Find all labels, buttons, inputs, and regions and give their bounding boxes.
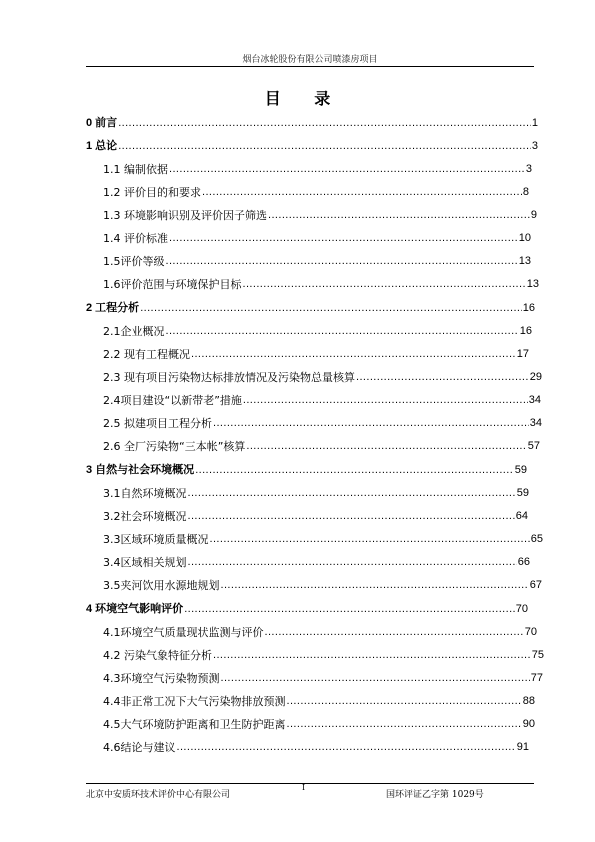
toc-leader xyxy=(243,278,526,291)
toc-leader xyxy=(177,741,516,754)
toc-entry-page: 88 xyxy=(522,695,535,707)
toc-entry-page: 70 xyxy=(515,603,528,615)
toc-entry-page: 10 xyxy=(518,232,531,244)
toc-leader xyxy=(191,348,516,361)
toc-entry[interactable] xyxy=(86,463,527,477)
toc-entry-page: 3 xyxy=(525,163,532,175)
toc-entry-page: 90 xyxy=(522,718,535,730)
toc-entry[interactable] xyxy=(103,393,541,407)
toc-entry-page: 91 xyxy=(516,741,529,753)
toc-leader xyxy=(221,672,530,685)
toc-entry-label: 3.4区域相关规划 xyxy=(103,556,187,569)
toc-entry-page: 13 xyxy=(518,255,531,267)
toc-entry-label: 2.5 拟建项目工程分析 xyxy=(103,417,212,430)
toc-leader xyxy=(213,417,529,430)
toc-entry[interactable] xyxy=(86,301,535,315)
toc-entry[interactable] xyxy=(103,740,529,754)
toc-entry[interactable] xyxy=(103,208,537,222)
toc-entry-label: 1.6评价范围与环境保护目标 xyxy=(103,278,242,291)
toc-entry-page: 9 xyxy=(530,209,537,221)
toc-leader xyxy=(246,440,526,453)
toc-leader xyxy=(287,718,522,731)
toc-entry-label: 4.3环境空气污染物预测 xyxy=(103,672,220,685)
toc-leader xyxy=(210,533,530,546)
toc-entry[interactable] xyxy=(103,578,542,592)
toc-entry-label: 1.3 环境影响识别及评价因子筛选 xyxy=(103,209,267,222)
toc-leader xyxy=(202,186,522,199)
toc-entry-label: 1.1 编制依据 xyxy=(103,163,168,176)
toc-leader xyxy=(169,232,518,245)
toc-entry[interactable] xyxy=(103,486,529,500)
toc-entry-page: 1 xyxy=(531,117,538,129)
toc-entry[interactable] xyxy=(103,509,528,523)
toc-entry[interactable] xyxy=(103,439,540,453)
toc-entry[interactable] xyxy=(103,555,530,569)
footer-organization: 北京中安质环技术评价中心有限公司 xyxy=(86,790,231,800)
toc-entry[interactable] xyxy=(86,116,538,130)
toc-entry-page: 70 xyxy=(524,626,537,638)
toc-entry-page: 77 xyxy=(530,672,543,684)
toc-entry-label: 4 环境空气影响评价 xyxy=(86,603,184,615)
toc-entry-label: 2.1企业概况 xyxy=(103,325,165,338)
toc-entry[interactable] xyxy=(103,671,543,685)
toc-entry-label: 4.6结论与建议 xyxy=(103,741,176,754)
toc-leader xyxy=(188,510,515,523)
toc-entry-page: 8 xyxy=(522,186,529,198)
toc-entry-page: 34 xyxy=(529,417,542,429)
toc-entry[interactable] xyxy=(103,717,535,731)
toc-leader xyxy=(169,163,525,176)
toc-entry-page: 16 xyxy=(519,325,532,337)
footer-rule xyxy=(86,783,534,784)
toc-leader xyxy=(166,325,519,338)
toc-entry-label: 3.1自然环境概况 xyxy=(103,487,187,500)
toc-entry[interactable] xyxy=(103,625,537,639)
toc-entry-page: 13 xyxy=(526,278,539,290)
toc-entry-label: 1 总论 xyxy=(86,140,118,152)
toc-leader xyxy=(195,464,514,477)
toc-entry-page: 67 xyxy=(529,579,542,591)
toc-entry-page: 66 xyxy=(517,556,530,568)
toc-title: 目 录 xyxy=(264,89,345,108)
footer-certificate: 国环评证乙字第 1029号 xyxy=(386,790,484,800)
toc-entry[interactable] xyxy=(103,162,532,176)
toc-entry-label: 3.3区域环境质量概况 xyxy=(103,533,209,546)
toc-leader xyxy=(184,603,515,616)
toc-entry-label: 2 工程分析 xyxy=(86,302,140,314)
toc-entry-label: 1.2 评价目的和要求 xyxy=(103,186,201,199)
toc-entry-page: 59 xyxy=(514,464,527,476)
toc-entry[interactable] xyxy=(86,139,538,153)
toc-leader xyxy=(166,255,518,268)
toc-entry[interactable] xyxy=(103,694,535,708)
toc-leader xyxy=(118,117,531,130)
toc-entry-label: 4.2 污染气象特征分析 xyxy=(103,649,212,662)
toc-entry[interactable] xyxy=(103,324,532,338)
toc-entry-page: 75 xyxy=(531,649,544,661)
toc-entry-label: 2.3 现有项目污染物达标排放情况及污染物总量核算 xyxy=(103,371,355,384)
toc-leader xyxy=(268,209,530,222)
toc-entry[interactable] xyxy=(86,602,528,616)
toc-leader xyxy=(140,302,522,315)
toc-entry-label: 2.2 现有工程概况 xyxy=(103,348,190,361)
toc-leader xyxy=(213,649,531,662)
toc-entry-page: 16 xyxy=(522,302,535,314)
toc-entry-label: 3.5夹河饮用水源地规划 xyxy=(103,579,220,592)
toc-entry-page: 34 xyxy=(528,394,541,406)
toc-entry[interactable] xyxy=(103,648,544,662)
toc-entry[interactable] xyxy=(103,185,529,199)
toc-leader xyxy=(243,394,528,407)
toc-entry-label: 1.5评价等级 xyxy=(103,255,165,268)
toc-entry[interactable] xyxy=(103,532,543,546)
toc-leader xyxy=(188,556,517,569)
toc-entry-page: 57 xyxy=(527,440,540,452)
toc-leader xyxy=(118,140,531,153)
toc-leader xyxy=(221,579,529,592)
page-header: 烟台冰轮股份有限公司喷漆房项目 xyxy=(242,55,378,65)
toc-entry-page: 64 xyxy=(515,510,528,522)
toc-entry-label: 0 前言 xyxy=(86,117,118,129)
toc-entry-page: 3 xyxy=(531,140,538,152)
footer-page-number: I xyxy=(302,783,306,792)
toc-entry-label: 1.4 评价标准 xyxy=(103,232,168,245)
toc-entry-label: 4.4非正常工况下大气污染物排放预测 xyxy=(103,695,286,708)
toc-entry-label: 4.1环境空气质量现状监测与评价 xyxy=(103,626,264,639)
toc-entry-page: 29 xyxy=(529,371,542,383)
toc-entry[interactable] xyxy=(103,416,542,430)
toc-entry-label: 2.6 全厂污染物“三本帐”核算 xyxy=(103,440,246,453)
toc-entry-label: 3.2社会环境概况 xyxy=(103,510,187,523)
toc-entry[interactable] xyxy=(103,277,539,291)
toc-entry-label: 2.4项目建设“以新带老”措施 xyxy=(103,394,242,407)
toc-entry-page: 65 xyxy=(530,533,543,545)
toc-entry[interactable] xyxy=(103,231,531,245)
toc-leader xyxy=(188,487,516,500)
toc-entry[interactable] xyxy=(103,254,531,268)
toc-entry-page: 17 xyxy=(516,348,529,360)
header-rule xyxy=(86,66,534,67)
toc-leader xyxy=(287,695,522,708)
toc-entry-label: 3 自然与社会环境概况 xyxy=(86,464,195,476)
toc-entry-page: 59 xyxy=(516,487,529,499)
toc-leader xyxy=(356,371,529,384)
toc-entry-label: 4.5大气环境防护距离和卫生防护距离 xyxy=(103,718,286,731)
toc-leader xyxy=(265,626,524,639)
toc-entry[interactable] xyxy=(103,370,542,384)
toc-entry[interactable] xyxy=(103,347,529,361)
